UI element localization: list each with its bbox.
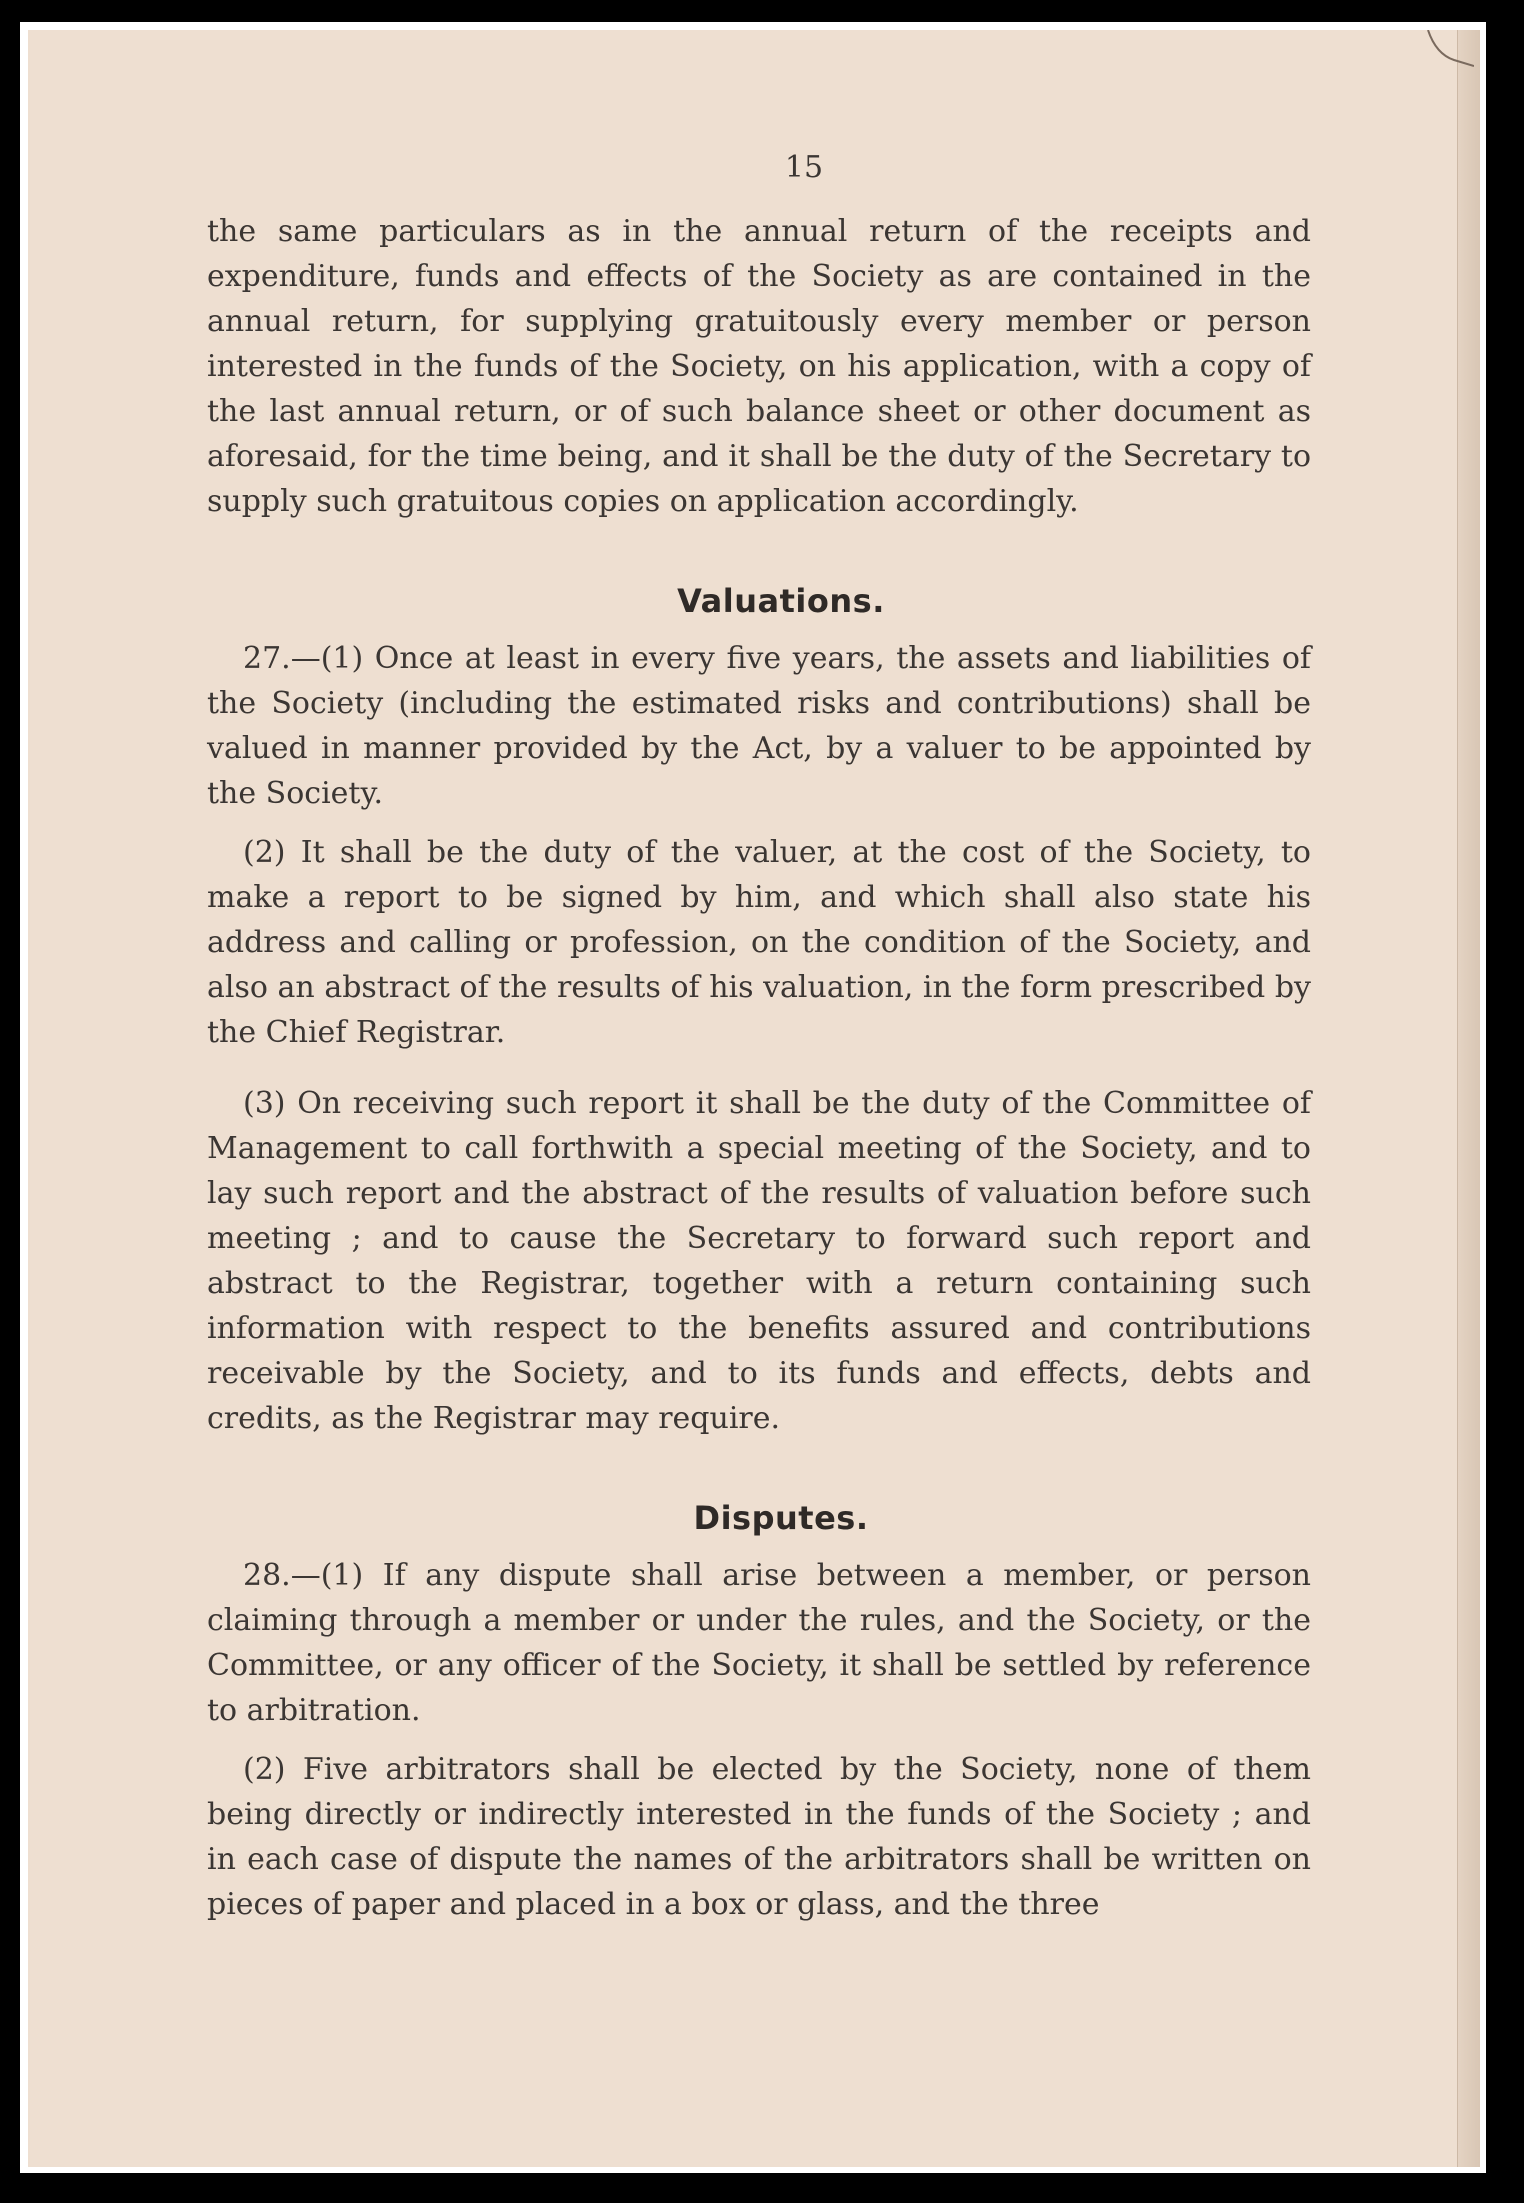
rule-27-2: (2) It shall be the duty of the valuer, at the cost of the Society, to make a report to be signed by him, and which shall also state his address and calling or profession, on the condition of the Society, and also an abstract of the results of his valuation, in the form prescribed by the Chief Registrar. xyxy=(207,835,1311,1050)
rule-27-3: (3) On receiving such report it shall be the duty of the Committee of Management to call forthwith a special meeting of the Society, and to lay such report and the abstract of the results of valuation before such meeting ; and to cause the Secretary to forward such report and abstract to the Registrar, together with a return containing such information with respect to the benefits assured and contributions receivable by the Society, and to its funds and effects, debts and credits, as the Registrar may require. xyxy=(207,1086,1311,1436)
rule-28-2: (2) Five arbitrators shall be elected by the Society, none of them being directly or indirectly interested in the funds of the Society ; and in each case of dispute the names of the arbitrators shall be written on pieces of paper and placed in a box or glass, and the three xyxy=(207,1752,1311,1922)
rule-27-1: 27.—(1) Once at least in every five years, the assets and liabilities of the Society (including the estimated risks and contributions) shall be valued in manner provided by the Act, by a valuer to be appointed by the Society. xyxy=(207,641,1311,811)
disputes-heading: Disputes. xyxy=(693,1499,869,1537)
page-edge xyxy=(1457,30,1480,2167)
rule-28-1: 28.—(1) If any dispute shall arise between a member, or person claiming through a member or under the rules, and the Society, or the Committee, or any officer of the Society, it shall be settled by reference to arbitration. xyxy=(207,1558,1311,1728)
page-text xyxy=(207,150,1311,1927)
document-page xyxy=(28,30,1480,2167)
valuations-heading: Valuations. xyxy=(677,582,885,620)
page-corner-fold xyxy=(1414,30,1474,90)
page-number: 15 xyxy=(784,150,824,185)
continuation-paragraph: the same particulars as in the annual return of the receipts and expenditure, funds and effects of the Society as are contained in the annual return, for supplying gratuitously every member or person interested in the funds of the Society, on his application, with a copy of the last annual return, or of such balance sheet or other document as aforesaid, for the time being, and it shall be the duty of the Secretary to supply such gratuitous copies on application accordingly. xyxy=(207,214,1311,519)
